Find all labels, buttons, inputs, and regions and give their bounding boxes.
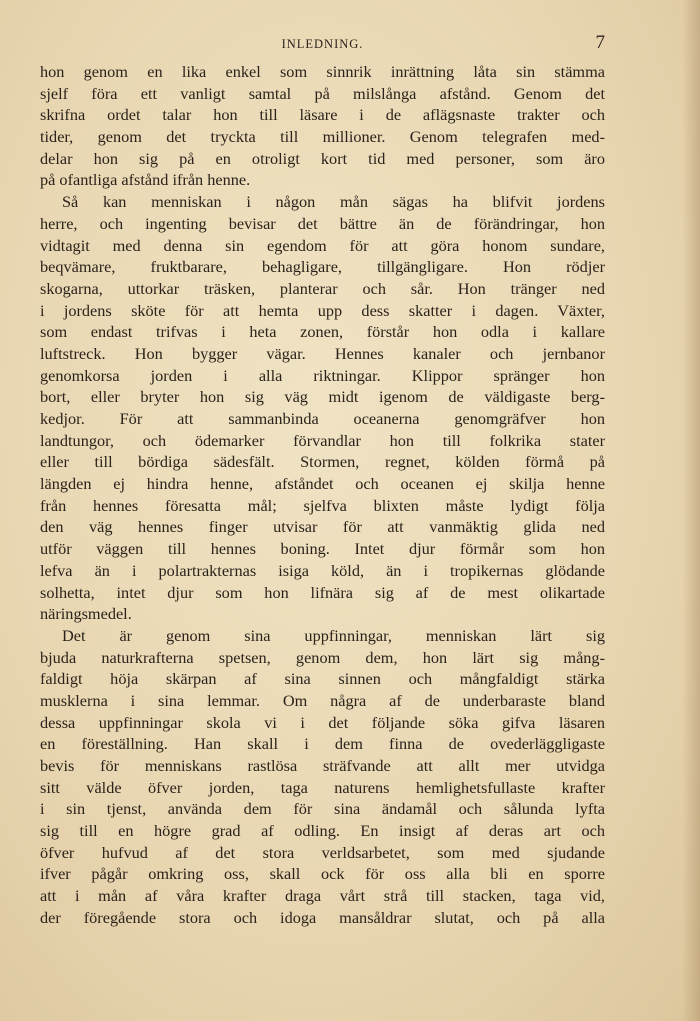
paragraph-start: Det är genom sina uppfinningar, menniskan lärt sig (62, 625, 605, 645)
text-line: sig till en högre grad af odling. En insigt af deras art och (40, 821, 605, 841)
text-line: bjuda naturkrafterna spetsen, genom dem, hon lärt sig mång- (40, 647, 605, 667)
page-edge-shadow (682, 0, 700, 1021)
text-line: musklerna i sina lemmar. Om några af de underbaraste bland (40, 690, 605, 710)
text-line: vidtagit med denna sin egendom för att göra honom sundare, (40, 235, 605, 255)
text-line: herre, och ingenting bevisar det bättre än de förändringar, hon (40, 213, 605, 233)
text-line: der föregående stora och idoga mansåldrar slutat, och på alla (40, 907, 605, 927)
text-line: eller till bördiga sädesfält. Stormen, regnet, kölden förmå på (40, 452, 605, 472)
text-line: bevis för menniskans rastlösa sträfvande att allt mer utvidga (40, 756, 605, 775)
text-line: sitt välde öfver jorden, taga naturens hemlighetsfullaste krafter (40, 777, 605, 797)
text-line: längden ej hindra henne, afståndet och oceanen ej skilja henne (40, 474, 605, 494)
text-line: utför väggen till hennes boning. Intet djur förmår som hon (40, 539, 605, 559)
text-line: landtungor, och ödemarker förvandlar hon till folkrika stater (40, 430, 605, 450)
text-line: skrifna ordet talar hon till läsare i de aflägsnaste trakter och (40, 105, 605, 125)
text-line: beqvämare, fruktbarare, behagligare, tillgängligare. Hon rödjer (40, 257, 605, 277)
body-text (40, 61, 605, 929)
text-line: sjelf föra ett vanligt samtal på milslånga afstånd. Genom det (40, 83, 605, 103)
text-line: en föreställning. Han skall i dem finna de ovederläggligaste (40, 734, 605, 754)
running-head: INLEDNING. (281, 37, 364, 51)
text-line: från hennes föresatta mål; sjelfva blixten måste lydigt följa (40, 495, 605, 515)
text-line: ifver pågår omkring oss, skall ock för oss alla bli en sporre (40, 864, 605, 884)
text-line: lefva än i polartrakternas isiga köld, än i tropikernas glödande (40, 560, 605, 580)
text-line: hon genom en lika enkel som sinnrik inrättning låta sin stämma (40, 62, 605, 81)
text-line: som endast trifvas i heta zonen, förstår hon odla i kallare (40, 322, 605, 342)
text-line: på ofantliga afstånd ifrån henne. (40, 170, 251, 190)
text-line: den väg hennes finger utvisar för att vanmäktig glida ned (40, 517, 605, 537)
text-line: skogarna, uttorkar träsken, planterar och sår. Hon tränger ned (40, 278, 605, 298)
paragraph-start: Så kan menniskan i någon mån sägas ha blifvit jordens (62, 192, 605, 212)
text-line: delar hon sig på en otroligt kort tid med personer, som äro (40, 148, 605, 168)
text-line: i jordens sköte för att hemta upp dess skatter i dagen. Växter, (40, 300, 605, 320)
page-number: 7 (595, 32, 605, 53)
text-line: i sin tjenst, använda dem för sina ändamål och sålunda lyfta (40, 799, 605, 819)
text-line: kedjor. För att sammanbinda oceanerna genomgräfver hon (40, 409, 605, 428)
text-line: öfver hufvud af det stora verldsarbetet, som med sjudande (40, 842, 605, 862)
text-line: genomkorsa jorden i alla riktningar. Klippor spränger hon (40, 365, 605, 385)
text-line: näringsmedel. (40, 604, 132, 624)
text-line: luftstreck. Hon bygger vägar. Hennes kanaler och jernbanor (40, 343, 605, 363)
text-line: faldigt höja skärpan af sina sinnen och mångfaldigt stärka (40, 669, 605, 689)
text-line: solhetta, intet djur som hon lifnära sig af de mest olikartade (40, 582, 605, 602)
text-line: dessa uppfinningar skola vi i det följande söka gifva läsaren (40, 712, 605, 732)
page-header (40, 34, 605, 56)
text-line: bort, eller bryter hon sig väg midt igenom de väldigaste berg- (40, 387, 605, 407)
text-line: att i mån af våra krafter draga vårt strå till stacken, taga vid, (40, 886, 605, 906)
text-line: tider, genom det tryckta till millioner. Genom telegrafen med- (40, 127, 605, 147)
